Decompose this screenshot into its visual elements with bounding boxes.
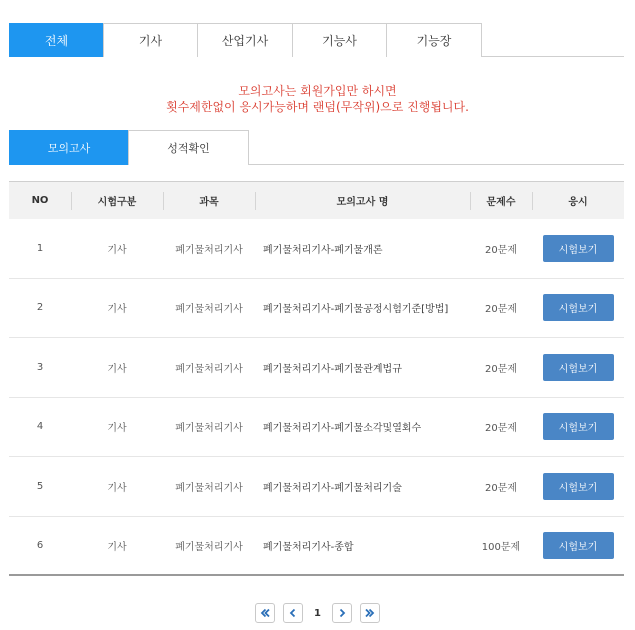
table-row: [9, 398, 624, 458]
tab-craftsman[interactable]: 기능사: [292, 23, 387, 57]
row-no: 3: [36, 361, 44, 373]
row-count: 20문제: [484, 244, 518, 256]
row-exam-name: 폐기물처리기사-종합: [263, 541, 354, 553]
pagination: [0, 603, 635, 623]
first-page-button[interactable]: [255, 603, 275, 623]
mock-exam-table: [9, 181, 624, 576]
row-type: 기사: [107, 482, 127, 494]
row-count: 20문제: [484, 304, 518, 316]
double-chevron-right-icon: [364, 607, 376, 619]
tab-all[interactable]: 전체: [9, 23, 104, 57]
row-subject: 폐기물처리기사: [175, 363, 243, 375]
row-exam-name: 폐기물처리기사-폐기물공정시험기준[방법]: [263, 304, 449, 316]
table-row: [9, 338, 624, 398]
tab-engineer[interactable]: 기사: [103, 23, 198, 57]
chevron-left-icon: [287, 607, 299, 619]
take-exam-button[interactable]: 시험보기: [543, 294, 614, 321]
row-no: 1: [36, 242, 44, 254]
row-type: 기사: [107, 541, 127, 553]
header-question-count: 문제수: [470, 182, 532, 219]
tab-score-check[interactable]: 성적확인: [128, 130, 249, 165]
row-subject: 폐기물처리기사: [175, 482, 243, 494]
page-number-current[interactable]: 1: [314, 607, 321, 619]
table-row: [9, 219, 624, 279]
tab-mock-exam[interactable]: 모의고사: [9, 130, 129, 165]
tab-master-craftsman[interactable]: 기능장: [386, 23, 482, 57]
table-row: [9, 457, 624, 517]
row-exam-name: 폐기물처리기사-폐기물처리기술: [263, 482, 402, 494]
table-row: [9, 517, 624, 577]
row-exam-name: 폐기물처리기사-폐기물관계법규: [263, 363, 402, 375]
category-tabs: [9, 23, 624, 57]
row-count: 20문제: [484, 482, 518, 494]
header-subject: 과목: [163, 182, 255, 219]
take-exam-button[interactable]: 시험보기: [543, 473, 614, 500]
row-type: 기사: [107, 423, 127, 435]
row-no: 6: [36, 539, 44, 551]
row-exam-name: 폐기물처리기사-폐기물개론: [263, 244, 383, 256]
header-exam-name: 모의고사 명: [255, 182, 470, 219]
row-type: 기사: [107, 244, 127, 256]
take-exam-button[interactable]: 시험보기: [543, 413, 614, 440]
header-exam-type: 시험구분: [71, 182, 163, 219]
chevron-right-icon: [336, 607, 348, 619]
sub-tabs: [9, 130, 624, 165]
row-no: 4: [36, 421, 44, 433]
row-subject: 폐기물처리기사: [175, 244, 243, 256]
next-page-button[interactable]: [332, 603, 352, 623]
table-row: [9, 279, 624, 339]
header-no: NO: [31, 195, 49, 206]
header-action: 응시: [532, 182, 624, 219]
row-count: 100문제: [481, 541, 521, 553]
row-subject: 폐기물처리기사: [175, 304, 243, 316]
tab-industrial-engineer[interactable]: 산업기사: [197, 23, 293, 57]
row-exam-name: 폐기물처리기사-폐기물소각및열회수: [263, 423, 422, 435]
row-no: 5: [36, 480, 44, 492]
notice-text: [0, 83, 635, 115]
row-subject: 폐기물처리기사: [175, 423, 243, 435]
double-chevron-left-icon: [259, 607, 271, 619]
prev-page-button[interactable]: [283, 603, 303, 623]
row-subject: 폐기물처리기사: [175, 541, 243, 553]
take-exam-button[interactable]: 시험보기: [543, 532, 614, 559]
notice-line-2: 횟수제한없이 응시가능하며 랜덤(무작위)으로 진행됩니다.: [166, 100, 469, 114]
row-count: 20문제: [484, 363, 518, 375]
row-count: 20문제: [484, 423, 518, 435]
take-exam-button[interactable]: 시험보기: [543, 354, 614, 381]
last-page-button[interactable]: [360, 603, 380, 623]
row-no: 2: [36, 302, 44, 314]
row-type: 기사: [107, 363, 127, 375]
take-exam-button[interactable]: 시험보기: [543, 235, 614, 262]
row-type: 기사: [107, 304, 127, 316]
notice-line-1: 모의고사는 회원가입만 하시면: [238, 84, 397, 98]
table-header: [9, 181, 624, 219]
